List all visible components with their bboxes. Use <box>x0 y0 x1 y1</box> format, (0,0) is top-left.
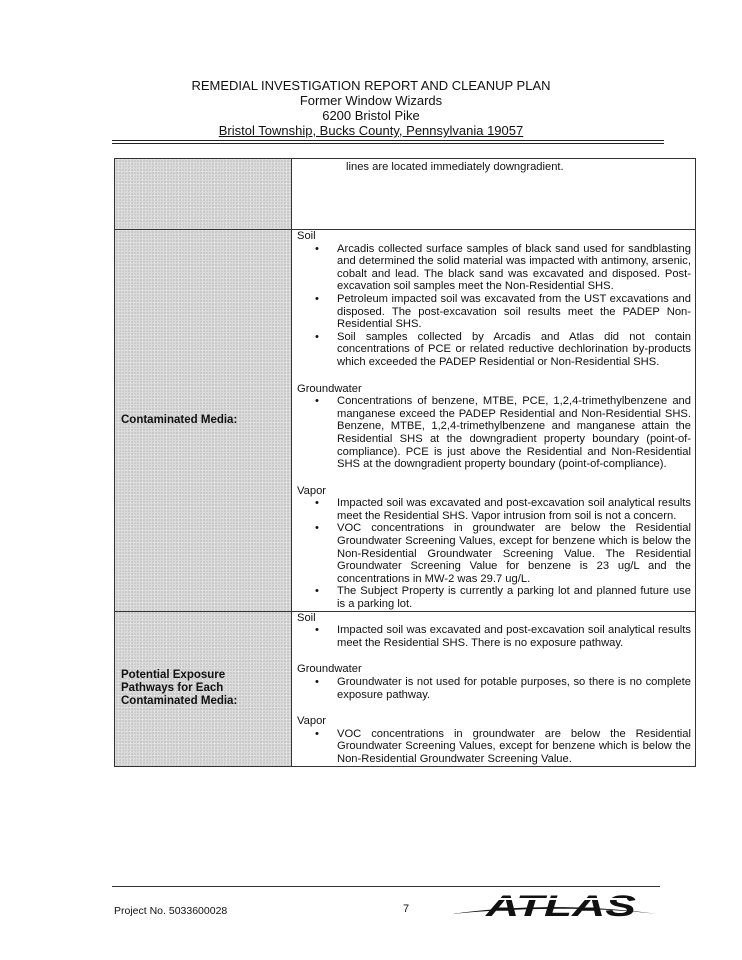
exposure-label-line: Potential Exposure <box>121 669 226 682</box>
row-content-cell <box>292 159 696 230</box>
list-item: • VOC concentrations in groundwater are below the Residential Groundwater Screening Values, except for benzene which is below the Non-Residential Groundwater Screening Value. <box>337 728 691 766</box>
soil-bullet-list <box>297 624 691 649</box>
soil-bullet-list <box>297 243 691 369</box>
list-item: • Concentrations of benzene, MTBE, PCE, 1,2,4-trimethylbenzene and manganese exceed the PADEP Residential and Non-Residential SHS. Benzene, MTBE, 1,2,4-trimethylbenzene and manganese attain the Residential SHS at the downgradient property boundary (point-of-compliance). PCE is just above the Residential and Non-Residential SHS at the downgradient property boundary (point-of-compliance). <box>337 395 691 471</box>
contaminated-media-label: Contaminated Media: <box>121 413 238 426</box>
exposure-label-line: Pathways for Each <box>121 682 224 695</box>
soil-heading: Soil <box>297 611 316 624</box>
contaminated-media-content <box>292 230 696 612</box>
summary-table <box>114 158 696 767</box>
vapor-bullet-list <box>297 497 691 610</box>
vapor-bullet-list <box>297 728 691 766</box>
groundwater-bullet-list <box>297 395 691 471</box>
list-item: • Impacted soil was excavated and post-excavation soil analytical results meet the Residential SHS. Vapor intrusion from soil is not a concern. <box>337 497 691 522</box>
site-name: Former Window Wizards <box>299 93 443 108</box>
site-location: Bristol Township, Bucks County, Pennsylvania 19057 <box>218 123 524 138</box>
exposure-label-line: Contaminated Media: <box>121 695 238 708</box>
list-item: • Impacted soil was excavated and post-excavation soil analytical results meet the Residential SHS. There is no exposure pathway. <box>337 624 691 649</box>
groundwater-heading: Groundwater <box>297 663 362 676</box>
table-row <box>115 159 696 230</box>
project-number: Project No. 5033600028 <box>114 905 228 917</box>
header-divider <box>112 140 664 144</box>
list-item: • Soil samples collected by Arcadis and Atlas did not contain concentrations of PCE or related reductive dechlorination by-products which exceeded the PADEP Residential or Non-Residential SHS. <box>337 331 691 369</box>
groundwater-bullet-list <box>297 676 691 701</box>
groundwater-heading: Groundwater <box>297 382 362 395</box>
soil-heading: Soil <box>297 230 316 242</box>
list-item: • The Subject Property is currently a parking lot and planned future use is a parking lot. <box>337 585 691 610</box>
row-label-cell <box>115 159 292 230</box>
page-header <box>0 78 742 138</box>
list-item: • Arcadis collected surface samples of black sand used for sandblasting and determined the solid material was impacted with antimony, arsenic, cobalt and lead. The black sand was excavated and disposed. Post-excavation soil samples meet the Non-Residential SHS. <box>337 243 691 293</box>
row-label-cell <box>115 611 292 766</box>
vapor-heading: Vapor <box>297 715 327 728</box>
site-address: 6200 Bristol Pike <box>322 108 420 123</box>
table-row <box>115 230 696 612</box>
list-item: • Groundwater is not used for potable purposes, so there is no complete exposure pathway. <box>337 676 691 701</box>
atlas-logo <box>452 884 662 924</box>
table-row <box>115 611 696 766</box>
report-title: REMEDIAL INVESTIGATION REPORT AND CLEANUP PLAN <box>191 78 551 93</box>
page-number: 7 <box>403 903 410 915</box>
continued-text: lines are located immediately downgradient. <box>346 161 564 173</box>
vapor-heading: Vapor <box>297 484 327 497</box>
logo-text: ATLAS <box>484 890 636 923</box>
row-label-cell <box>115 230 292 612</box>
exposure-pathways-content <box>292 611 696 766</box>
list-item: • VOC concentrations in groundwater are below the Residential Groundwater Screening Values, except for benzene which is below the Non-Residential Groundwater Screening Value. The Residential Groundwater Screening Value for benzene is 23 ug/L and the concentrations in MW-2 was 29.7 ug/L. <box>337 522 691 585</box>
list-item: • Petroleum impacted soil was excavated from the UST excavations and disposed. The post-excavation soil results meet the PADEP Non-Residential SHS. <box>337 293 691 331</box>
